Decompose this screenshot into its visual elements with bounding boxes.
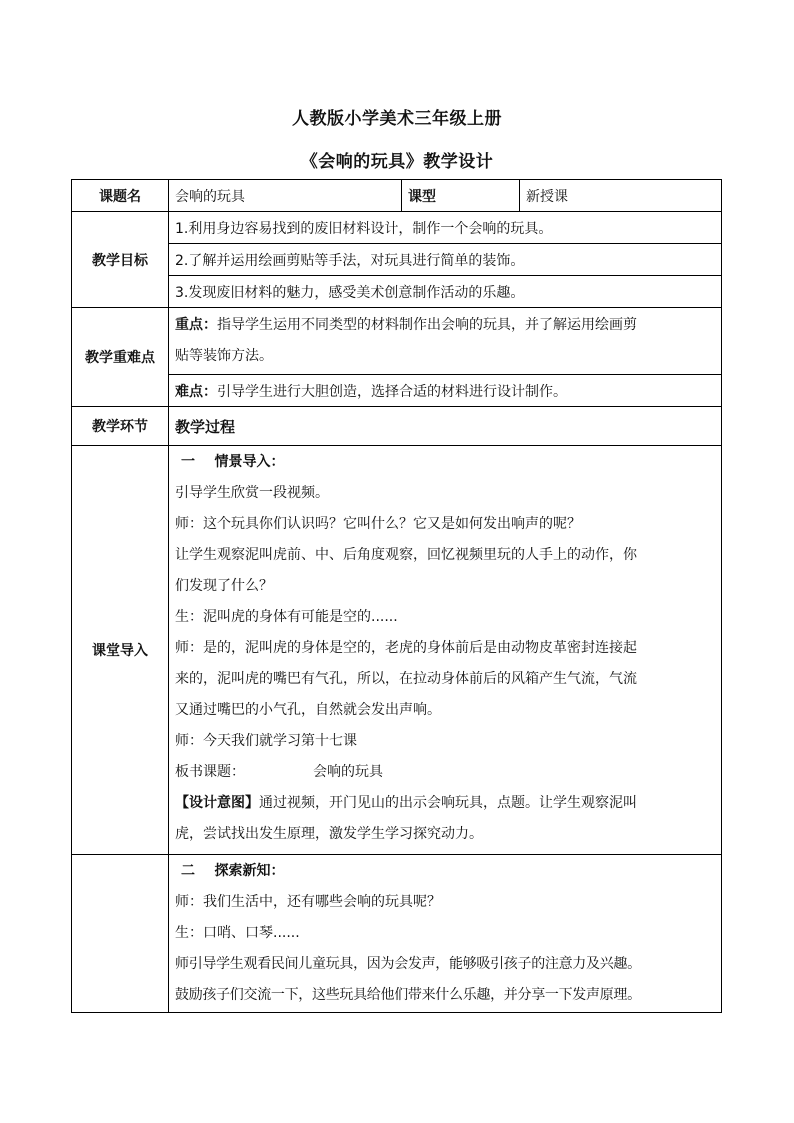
- objectives-label: 教学目标: [72, 212, 169, 308]
- process-header: 教学过程: [169, 407, 722, 446]
- explore-line: 师引导学生观看民间儿童玩具，因为会发声，能够吸引孩子的注意力及兴趣。: [175, 956, 641, 972]
- objective-item: 2.了解并运用绘画剪贴等手法，对玩具进行简单的装饰。: [169, 244, 722, 276]
- key-point-label: 重点：: [175, 317, 217, 333]
- explore-line: 鼓励孩子们交流一下，这些玩具给他们带来什么乐趣，并分享一下发声原理。: [175, 987, 641, 1003]
- intro-line: 师：今天我们就学习第十七课: [175, 733, 357, 749]
- course-label: 课题名: [72, 180, 169, 212]
- objective-item: 3.发现废旧材料的魅力，感受美术创意制作活动的乐趣。: [169, 276, 722, 308]
- board-title-label: 板书课题：: [175, 764, 245, 780]
- lesson-plan-table: [71, 179, 722, 1013]
- difficult-point-row: [72, 375, 722, 407]
- design-intent-text: 通过视频，开门见山的出示会响玩具，点题。让学生观察泥叫: [259, 795, 637, 811]
- explore-heading-number: 二: [181, 863, 195, 879]
- explore-heading: 探索新知：: [214, 863, 285, 879]
- explore-line: 师：我们生活中，还有哪些会响的玩具呢？: [175, 894, 441, 910]
- intro-heading-number: 一: [181, 454, 195, 470]
- course-value: 会响的玩具: [169, 180, 402, 212]
- intro-line: 又通过嘴巴的小气孔，自然就会发出声响。: [175, 702, 441, 718]
- key-points-label: 教学重难点: [72, 308, 169, 407]
- difficult-point-cell: [169, 375, 722, 407]
- design-intent-text-cont: 虎，尝试找出发生原理，激发学生学习探究动力。: [175, 826, 483, 842]
- intro-line: 师：是的，泥叫虎的身体是空的，老虎的身体前后是由动物皮革密封连接起: [175, 640, 637, 656]
- intro-line: 引导学生欣赏一段视频。: [175, 485, 329, 501]
- intro-heading: 情景导入：: [214, 454, 285, 470]
- explore-row: [72, 855, 722, 1013]
- design-intent-label: 【设计意图】: [175, 795, 259, 811]
- key-point-text-cont: 贴等装饰方法。: [175, 348, 273, 364]
- objective-item: 1.利用身边容易找到的废旧材料设计，制作一个会响的玩具。: [169, 212, 722, 244]
- intro-line: 生：泥叫虎的身体有可能是空的......: [175, 609, 398, 625]
- course-type-label: 课型: [402, 180, 520, 212]
- course-row: [72, 180, 722, 212]
- course-type-value: 新授课: [520, 180, 722, 212]
- explore-content: [169, 855, 722, 1013]
- explore-line: 生：口哨、口琴......: [175, 925, 300, 941]
- board-title-value: 会响的玩具: [313, 764, 383, 780]
- objective-row-3: [72, 276, 722, 308]
- intro-row: [72, 446, 722, 855]
- explore-stage-label: [72, 855, 169, 1013]
- difficult-point-text: 引导学生进行大胆创造，选择合适的材料进行设计制作。: [217, 383, 567, 400]
- intro-content: [169, 446, 722, 855]
- stage-header: 教学环节: [72, 407, 169, 446]
- intro-line: 让学生观察泥叫虎前、中、后角度观察，回忆视频里玩的人手上的动作，你: [175, 547, 637, 563]
- document-title: 人教版小学美术三年级上册: [292, 109, 502, 129]
- objective-row-2: [72, 244, 722, 276]
- key-point-cell: [169, 308, 722, 375]
- objective-row-1: [72, 212, 722, 244]
- document-subtitle: 《会响的玩具》教学设计: [300, 152, 494, 172]
- key-point-row: [72, 308, 722, 375]
- process-header-row: [72, 407, 722, 446]
- intro-line: 师：这个玩具你们认识吗？它叫什么？它又是如何发出响声的呢？: [175, 516, 581, 532]
- difficult-point-label: 难点：: [175, 383, 217, 400]
- intro-line: 们发现了什么？: [175, 578, 273, 594]
- intro-line: 来的，泥叫虎的嘴巴有气孔，所以，在拉动身体前后的风箱产生气流，气流: [175, 671, 637, 687]
- intro-stage-label: 课堂导入: [72, 446, 169, 855]
- key-point-text: 指导学生运用不同类型的材料制作出会响的玩具，并了解运用绘画剪: [217, 317, 637, 333]
